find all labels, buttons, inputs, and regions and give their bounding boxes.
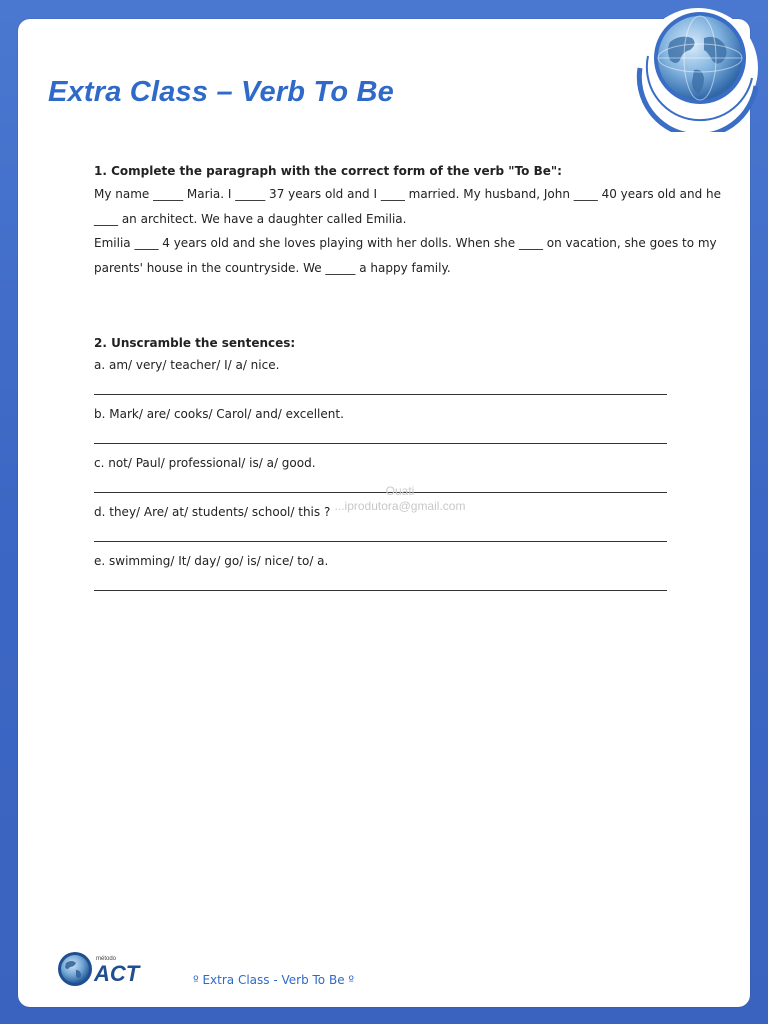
answer-line[interactable] <box>94 590 667 591</box>
section-2-heading: 2. Unscramble the sentences: <box>94 336 296 350</box>
exercise-prompt: b. Mark/ are/ cooks/ Carol/ and/ excellent. <box>94 407 344 421</box>
exercise-prompt: d. they/ Are/ at/ students/ school/ this ? <box>94 505 331 519</box>
globe-logo-icon <box>634 8 758 132</box>
answer-line[interactable] <box>94 541 667 542</box>
logo-text: ACT <box>94 961 140 986</box>
paragraph-line: parents' house in the countryside. We _____ a happy family. <box>94 260 451 275</box>
exercise-prompt: e. swimming/ It/ day/ go/ is/ nice/ to/ a. <box>94 554 329 568</box>
section-1 <box>94 160 724 280</box>
section-2 <box>94 332 668 599</box>
exercise-item <box>94 354 668 403</box>
page-title: Extra Class – Verb To Be <box>48 76 394 108</box>
exercise-item <box>94 550 668 599</box>
watermark-line: ...iprodutora@gmail.com <box>334 499 466 513</box>
answer-line[interactable] <box>94 394 667 395</box>
exercise-prompt: c. not/ Paul/ professional/ is/ a/ good. <box>94 456 316 470</box>
paragraph-line: ____ an architect. We have a daughter called Emilia. <box>94 211 407 226</box>
section-1-heading: 1. Complete the paragraph with the correct form of the verb "To Be": <box>94 164 562 178</box>
watermark-line: Ouati <box>385 484 415 498</box>
watermark <box>300 484 500 514</box>
logo-small-text: método <box>96 956 117 962</box>
exercise-item <box>94 403 668 452</box>
act-logo <box>56 950 160 988</box>
paragraph-line: Emilia ____ 4 years old and she loves playing with her dolls. When she ____ on vacation, she goes to my <box>94 236 717 250</box>
answer-line[interactable] <box>94 443 667 444</box>
paragraph-line: My name _____ Maria. I _____ 37 years old and I ____ married. My husband, John ____ 40 years old and he <box>94 187 721 201</box>
footer-caption: º Extra Class - Verb To Be º <box>193 973 355 987</box>
exercise-prompt: a. am/ very/ teacher/ I/ a/ nice. <box>94 358 280 372</box>
